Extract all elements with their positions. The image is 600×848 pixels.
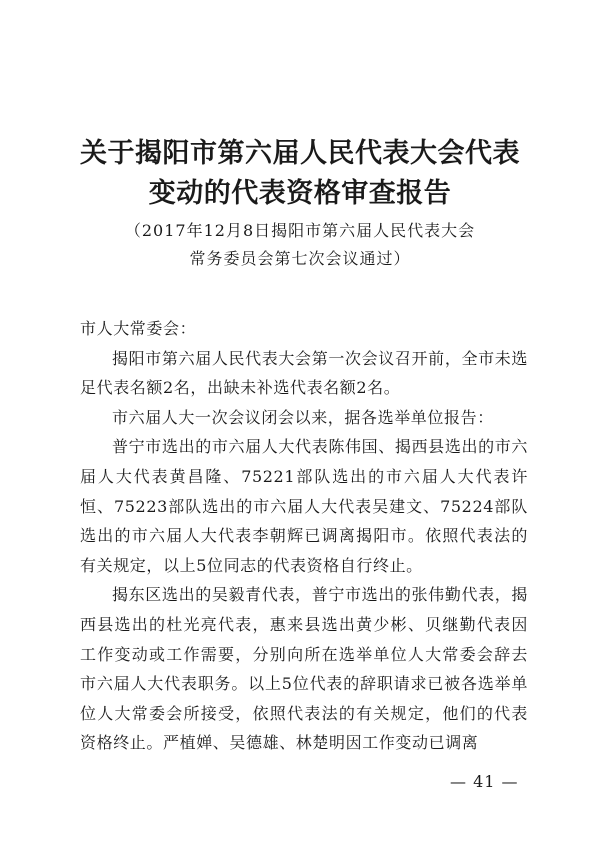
paragraph-4: 揭东区选出的吴毅青代表，普宁市选出的张伟勤代表，揭西县选出的杜光亮代表，惠来县选出黄少彬、贝继勤代表因工作变动或工作需要，分别向所在选举单位人大常委会辞去市六届人大代表职务。以上5位代表的辞职请求已被各选举单位人大常委会所接受，依照代表法的有关规定，他们的代表资格终止。严植婵、吴德雄、林楚明因工作变动已调离	[80, 585, 528, 753]
title-line-1: 关于揭阳市第六届人民代表大会代表	[80, 138, 520, 169]
paragraph-1: 揭阳市第六届人民代表大会第一次会议召开前，全市未选足代表名额2名，出缺未补选代表名额2名。	[80, 348, 528, 398]
page-number: — 41 —	[450, 772, 519, 791]
salutation: 市人大常委会：	[80, 319, 197, 338]
paragraph-3: 普宁市选出的市六届人大代表陈伟国、揭西县选出的市六届人大代表黄昌隆、75221部队选出的市六届人大代表许恒、75223部队选出的市六届人大代表吴建文、75224部队选出的市六届人大代表李朝辉已调离揭阳市。依照代表法的有关规定，以上5位同志的代表资格自行终止。	[80, 437, 528, 575]
title-line-2: 变动的代表资格审查报告	[148, 178, 452, 209]
subtitle-line-1: （2017年12月8日揭阳市第六届人民代表大会	[124, 221, 476, 240]
paragraph-2: 市六届人大一次会议闭会以来，据各选举单位报告：	[112, 407, 494, 427]
document-body	[80, 314, 528, 758]
subtitle-line-2: 常务委员会第七次会议通过）	[189, 249, 411, 268]
